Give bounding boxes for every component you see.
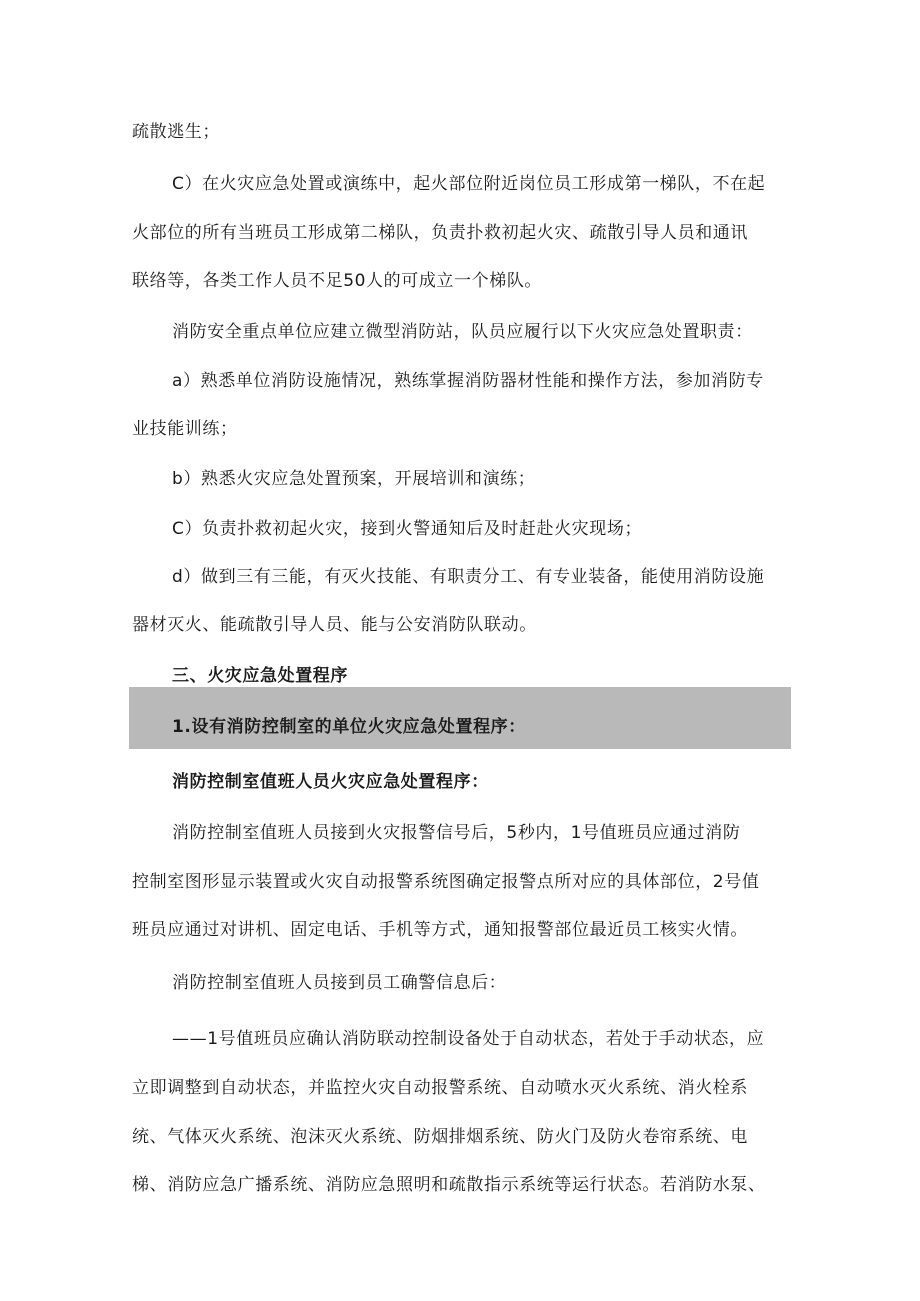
paragraph-line: 梯、消防应急广播系统、消防应急照明和疏散指示系统等运行状态。若消防水泵、 [132,1175,766,1195]
paragraph-line: b）熟悉火灾应急处置预案，开展培训和演练； [172,469,536,489]
section-heading: 三、火灾应急处置程序 [172,666,348,686]
paragraph-line: d）做到三有三能，有灭火技能、有职责分工、有专业装备，能使用消防设施 [172,567,765,587]
paragraph-line: a）熟悉单位消防设施情况，熟练掌握消防器材性能和操作方法，参加消防专 [172,371,764,391]
paragraph-line: 业技能训练； [132,419,238,439]
paragraph-line: ——1号值班员应确认消防联动控制设备处于自动状态，若处于手动状态，应 [172,1029,765,1049]
paragraph-line: 班员应通过对讲机、固定电话、手机等方式，通知报警部位最近员工核实火情。 [132,920,748,940]
paragraph-line: 消防控制室值班人员接到员工确警信息后： [172,973,507,993]
paragraph-line: 控制室图形显示装置或火灾自动报警系统图确定报警点所对应的具体部位，2号值 [132,872,760,892]
subsection-heading: 1.设有消防控制室的单位火灾应急处置程序： [172,717,526,737]
paragraph-line: C）在火灾应急处置或演练中，起火部位附近岗位员工形成第一梯队，不在起 [172,174,766,194]
paragraph-line: 立即调整到自动状态，并监控火灾自动报警系统、自动喷水灭火系统、消火栓系 [132,1078,748,1098]
paragraph-line: 消防安全重点单位应建立微型消防站，队员应履行以下火灾应急处置职责： [172,322,753,342]
paragraph-line: 联络等，各类工作人员不足50人的可成立一个梯队。 [132,271,543,291]
paragraph-line: 统、气体灭火系统、泡沫灭火系统、防烟排烟系统、防火门及防火卷帘系统、电 [132,1127,748,1147]
paragraph-line: 器材灭火、能疏散引导人员、能与公安消防队联动。 [132,615,537,635]
procedure-heading: 消防控制室值班人员火灾应急处置程序： [172,772,489,792]
paragraph-line: 疏散逃生； [132,122,220,142]
paragraph-line: 消防控制室值班人员接到火灾报警信号后，5秒内，1号值班员应通过消防 [172,823,741,843]
paragraph-line: 火部位的所有当班员工形成第二梯队，负责扑救初起火灾、疏散引导人员和通讯 [132,223,748,243]
paragraph-line: C）负责扑救初起火灾，接到火警通知后及时赶赴火灾现场； [172,519,643,539]
